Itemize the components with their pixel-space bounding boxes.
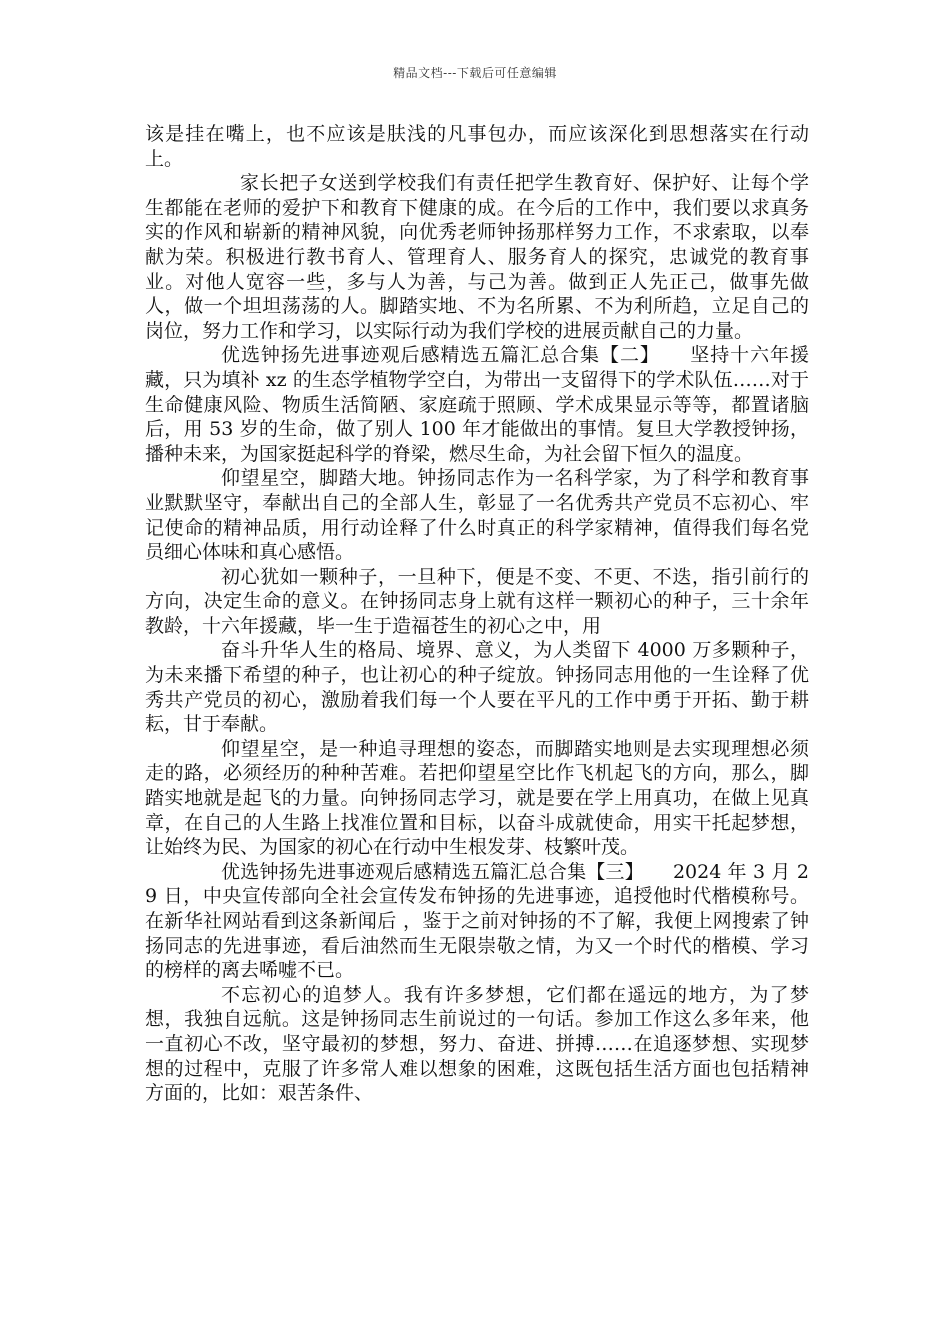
- paragraph: 奋斗升华人生的格局、境界、意义，为人类留下 4000 万多颗种子，为未来播下希望的种子，也让初心的种子绽放。钟扬同志用他的一生诠释了优秀共产党员的初心，激励着我们每一个人要在平凡的工作中勇于开拓、勤于耕耘，甘于奉献。: [145, 639, 809, 736]
- paragraph: 不忘初心的追梦人。我有许多梦想，它们都在遥远的地方，为了梦想，我独自远航。这是钟扬同志生前说过的一句话。参加工作这么多年来，他一直初心不改，坚守最初的梦想，努力、奋进、拼搏……在追逐梦想、实现梦想的过程中，克服了许多常人难以想象的困难，这既包括生活方面也包括精神方面的，比如：艰苦条件、: [145, 983, 809, 1105]
- paragraph: 仰望星空，脚踏大地。钟扬同志作为一名科学家，为了科学和教育事业默默坚守，奉献出自己的全部人生，彰显了一名优秀共产党员不忘初心、牢记使命的精神品质，用行动诠释了什么时真正的科学家精神，值得我们每名党员细心体味和真心感悟。: [145, 467, 809, 564]
- paragraph: 家长把子女送到学校我们有责任把学生教育好、保护好、让每个学生都能在老师的爱护下和教育下健康的成。在今后的工作中，我们要以求真务实的作风和崭新的精神风貌，向优秀老师钟扬那样努力工作，不求索取，以奉献为荣。积极进行教书育人、管理育人、服务育人的探究，忠诚党的教育事业。对他人宽容一些，多与人为善，与己为善。做到正人先正己，做事先做人，做一个坦坦荡荡的人。脚踏实地、不为名所累、不为利所趋，立足自己的岗位，努力工作和学习，以实际行动为我们学校的进展贡献自己的力量。: [145, 172, 809, 342]
- paragraph: 初心犹如一颗种子，一旦种下，便是不变、不更、不迭，指引前行的方向，决定生命的意义。在钟扬同志身上就有这样一颗初心的种子，三十余年教龄，十六年援藏，毕一生于造福苍生的初心之中，用: [145, 565, 809, 637]
- paragraph: 该是挂在嘴上，也不应该是肤浅的凡事包办，而应该深化到思想落实在行动上。: [145, 123, 809, 170]
- document-body: [145, 122, 809, 1106]
- paragraph: 仰望星空，是一种追寻理想的姿态，而脚踏实地则是去实现理想必须走的路，必须经历的种种苦难。若把仰望星空比作飞机起飞的方向，那么，脚踏实地就是起飞的力量。向钟扬同志学习，就是要在学上用真功，在做上见真章，在自己的人生路上找准位置和目标，以奋斗成就使命，用实干托起梦想，让始终为民、为国家的初心在行动中生根发芽、枝繁叶茂。: [145, 737, 809, 859]
- paragraph: 优选钟扬先进事迹观后感精选五篇汇总合集【三】 2024 年 3 月 29 日，中央宣传部向全社会宣传发布钟扬的先进事迹，追授他时代楷模称号。在新华社网站看到这条新闻后 ，鉴于之前对钟扬的不了解，我便上网搜索了钟扬同志的先进事迹，看后油然而生无限崇敬之情，为又一个时代的楷模、学习的榜样的离去唏嘘不已。: [145, 860, 809, 982]
- page-header: 精品文档---下载后可任意编辑: [393, 66, 557, 80]
- paragraph: 优选钟扬先进事迹观后感精选五篇汇总合集【二】 坚持十六年援藏，只为填补 xz 的生态学植物学空白，为带出一支留得下的学术队伍……对于生命健康风险、物质生活简陋、家庭疏于照顾、学术成果显示等等，都置诸脑后，用 53 岁的生命，做了别人 100 年才能做出的事情。复旦大学教授钟扬，播种未来，为国家挺起科学的脊梁，燃尽生命，为社会留下恒久的温度。: [145, 344, 809, 465]
